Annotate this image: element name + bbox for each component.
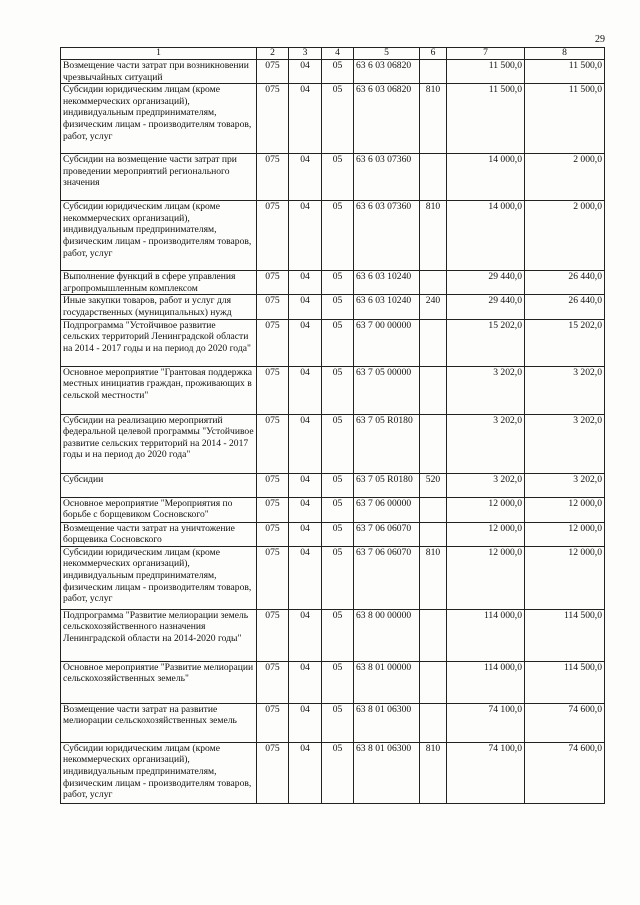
header-cell: 3 [289, 48, 322, 60]
section-cell: 04 [289, 271, 322, 295]
admin-code-cell: 075 [257, 319, 289, 366]
expense-type-cell [420, 60, 447, 84]
target-article-cell: 63 8 01 00000 [354, 661, 420, 703]
target-article-cell: 63 8 01 06300 [354, 742, 420, 803]
amount-2017-cell: 74 100,0 [447, 703, 525, 742]
target-article-cell: 63 8 01 06300 [354, 703, 420, 742]
amount-2018-cell: 12 000,0 [525, 522, 605, 546]
table-row [61, 414, 605, 473]
amount-2017-cell: 12 000,0 [447, 522, 525, 546]
subsection-cell: 05 [322, 295, 354, 319]
row-name-cell: Субсидии юридическим лицам (кроме некоммерческих организаций), индивидуальным предпринимателям, физическим лицам - производителям товаров, работ, услуг [61, 742, 257, 803]
admin-code-cell: 075 [257, 295, 289, 319]
admin-code-cell: 075 [257, 497, 289, 522]
amount-2018-cell: 11 500,0 [525, 60, 605, 84]
table-body [61, 60, 605, 804]
header-cell: 8 [525, 48, 605, 60]
table-row [61, 271, 605, 295]
expense-type-cell: 810 [420, 546, 447, 609]
expense-type-cell: 810 [420, 201, 447, 271]
expense-type-cell [420, 609, 447, 661]
amount-2018-cell: 3 202,0 [525, 414, 605, 473]
amount-2018-cell: 3 202,0 [525, 473, 605, 497]
subsection-cell: 05 [322, 60, 354, 84]
subsection-cell: 05 [322, 319, 354, 366]
amount-2018-cell: 74 600,0 [525, 703, 605, 742]
admin-code-cell: 075 [257, 414, 289, 473]
target-article-cell: 63 6 03 07360 [354, 154, 420, 201]
expense-type-cell: 810 [420, 742, 447, 803]
amount-2017-cell: 3 202,0 [447, 366, 525, 414]
target-article-cell: 63 8 00 00000 [354, 609, 420, 661]
amount-2017-cell: 11 500,0 [447, 60, 525, 84]
expense-type-cell [420, 661, 447, 703]
header-cell: 6 [420, 48, 447, 60]
row-name-cell: Иные закупки товаров, работ и услуг для государственных (муниципальных) нужд [61, 295, 257, 319]
amount-2017-cell: 15 202,0 [447, 319, 525, 366]
section-cell: 04 [289, 414, 322, 473]
target-article-cell: 63 7 05 R0180 [354, 473, 420, 497]
header-cell: 7 [447, 48, 525, 60]
expense-type-cell: 240 [420, 295, 447, 319]
header-row [61, 48, 605, 60]
expense-type-cell [420, 366, 447, 414]
expense-type-cell [420, 703, 447, 742]
target-article-cell: 63 7 05 R0180 [354, 414, 420, 473]
row-name-cell: Возмещение части затрат на развитие мелиорации сельскохозяйственных земель [61, 703, 257, 742]
expense-type-cell [420, 414, 447, 473]
subsection-cell: 05 [322, 271, 354, 295]
header-cell: 1 [61, 48, 257, 60]
target-article-cell: 63 7 06 06070 [354, 546, 420, 609]
table-row [61, 201, 605, 271]
amount-2017-cell: 114 000,0 [447, 661, 525, 703]
subsection-cell: 05 [322, 84, 354, 154]
amount-2018-cell: 26 440,0 [525, 271, 605, 295]
amount-2018-cell: 2 000,0 [525, 154, 605, 201]
subsection-cell: 05 [322, 703, 354, 742]
page-number: 29 [595, 34, 605, 45]
row-name-cell: Подпрограмма "Развитие мелиорации земель сельскохозяйственного назначения Ленинградской области на 2014-2020 годы" [61, 609, 257, 661]
row-name-cell: Субсидии юридическим лицам (кроме некоммерческих организаций), индивидуальным предпринимателям, физическим лицам - производителям товаров, работ, услуг [61, 546, 257, 609]
amount-2017-cell: 29 440,0 [447, 295, 525, 319]
subsection-cell: 05 [322, 609, 354, 661]
section-cell: 04 [289, 609, 322, 661]
amount-2017-cell: 12 000,0 [447, 497, 525, 522]
admin-code-cell: 075 [257, 522, 289, 546]
subsection-cell: 05 [322, 473, 354, 497]
section-cell: 04 [289, 60, 322, 84]
target-article-cell: 63 6 03 10240 [354, 271, 420, 295]
section-cell: 04 [289, 522, 322, 546]
table-row [61, 742, 605, 803]
subsection-cell: 05 [322, 742, 354, 803]
row-name-cell: Основное мероприятие "Развитие мелиорации сельскохозяйственных земель" [61, 661, 257, 703]
row-name-cell: Возмещение части затрат на уничтожение борщевика Сосновского [61, 522, 257, 546]
budget-table [60, 47, 605, 804]
admin-code-cell: 075 [257, 154, 289, 201]
admin-code-cell: 075 [257, 60, 289, 84]
amount-2017-cell: 74 100,0 [447, 742, 525, 803]
amount-2017-cell: 14 000,0 [447, 154, 525, 201]
expense-type-cell: 810 [420, 84, 447, 154]
admin-code-cell: 075 [257, 473, 289, 497]
amount-2018-cell: 114 500,0 [525, 661, 605, 703]
subsection-cell: 05 [322, 154, 354, 201]
target-article-cell: 63 7 06 00000 [354, 497, 420, 522]
table-row [61, 703, 605, 742]
admin-code-cell: 075 [257, 609, 289, 661]
amount-2018-cell: 114 500,0 [525, 609, 605, 661]
table-row [61, 319, 605, 366]
subsection-cell: 05 [322, 661, 354, 703]
amount-2017-cell: 29 440,0 [447, 271, 525, 295]
amount-2017-cell: 114 000,0 [447, 609, 525, 661]
admin-code-cell: 075 [257, 703, 289, 742]
table-row [61, 522, 605, 546]
section-cell: 04 [289, 84, 322, 154]
target-article-cell: 63 6 03 06820 [354, 60, 420, 84]
section-cell: 04 [289, 661, 322, 703]
amount-2018-cell: 12 000,0 [525, 497, 605, 522]
row-name-cell: Подпрограмма "Устойчивое развитие сельских территорий Ленинградской области на 2014 - 2017 годы и на период до 2020 года" [61, 319, 257, 366]
row-name-cell: Основное мероприятие "Мероприятия по борьбе с борщевиком Сосновского" [61, 497, 257, 522]
row-name-cell: Субсидии на реализацию мероприятий федеральной целевой программы "Устойчивое развитие сельских территорий на 2014 - 2017 годы и на период до 2020 года" [61, 414, 257, 473]
section-cell: 04 [289, 154, 322, 201]
header-cell: 4 [322, 48, 354, 60]
amount-2018-cell: 26 440,0 [525, 295, 605, 319]
target-article-cell: 63 6 03 07360 [354, 201, 420, 271]
row-name-cell: Основное мероприятие "Грантовая поддержка местных инициатив граждан, проживающих в сельской местности" [61, 366, 257, 414]
amount-2017-cell: 11 500,0 [447, 84, 525, 154]
table-row [61, 473, 605, 497]
section-cell: 04 [289, 742, 322, 803]
target-article-cell: 63 7 06 06070 [354, 522, 420, 546]
row-name-cell: Субсидии [61, 473, 257, 497]
target-article-cell: 63 7 05 00000 [354, 366, 420, 414]
subsection-cell: 05 [322, 201, 354, 271]
expense-type-cell [420, 319, 447, 366]
amount-2018-cell: 2 000,0 [525, 201, 605, 271]
section-cell: 04 [289, 201, 322, 271]
table-row [61, 609, 605, 661]
admin-code-cell: 075 [257, 84, 289, 154]
table-row [61, 295, 605, 319]
amount-2018-cell: 3 202,0 [525, 366, 605, 414]
section-cell: 04 [289, 497, 322, 522]
table-row [61, 366, 605, 414]
subsection-cell: 05 [322, 522, 354, 546]
row-name-cell: Субсидии юридическим лицам (кроме некоммерческих организаций), индивидуальным предпринимателям, физическим лицам - производителям товаров, работ, услуг [61, 201, 257, 271]
admin-code-cell: 075 [257, 742, 289, 803]
expense-type-cell [420, 522, 447, 546]
section-cell: 04 [289, 546, 322, 609]
section-cell: 04 [289, 319, 322, 366]
admin-code-cell: 075 [257, 366, 289, 414]
subsection-cell: 05 [322, 497, 354, 522]
amount-2018-cell: 12 000,0 [525, 546, 605, 609]
admin-code-cell: 075 [257, 201, 289, 271]
table-row [61, 154, 605, 201]
subsection-cell: 05 [322, 366, 354, 414]
expense-type-cell: 520 [420, 473, 447, 497]
section-cell: 04 [289, 366, 322, 414]
section-cell: 04 [289, 295, 322, 319]
amount-2018-cell: 11 500,0 [525, 84, 605, 154]
target-article-cell: 63 7 00 00000 [354, 319, 420, 366]
admin-code-cell: 075 [257, 271, 289, 295]
row-name-cell: Субсидии на возмещение части затрат при проведении мероприятий регионального значения [61, 154, 257, 201]
table-row [61, 84, 605, 154]
section-cell: 04 [289, 473, 322, 497]
subsection-cell: 05 [322, 546, 354, 609]
table-row [61, 546, 605, 609]
row-name-cell: Субсидии юридическим лицам (кроме некоммерческих организаций), индивидуальным предпринимателям, физическим лицам - производителям товаров, работ, услуг [61, 84, 257, 154]
table-row [61, 60, 605, 84]
amount-2018-cell: 15 202,0 [525, 319, 605, 366]
expense-type-cell [420, 154, 447, 201]
amount-2017-cell: 14 000,0 [447, 201, 525, 271]
amount-2017-cell: 12 000,0 [447, 546, 525, 609]
header-cell: 2 [257, 48, 289, 60]
admin-code-cell: 075 [257, 661, 289, 703]
expense-type-cell [420, 497, 447, 522]
table-row [61, 661, 605, 703]
header-cell: 5 [354, 48, 420, 60]
admin-code-cell: 075 [257, 546, 289, 609]
amount-2018-cell: 74 600,0 [525, 742, 605, 803]
row-name-cell: Выполнение функций в сфере управления агропромышленным комплексом [61, 271, 257, 295]
target-article-cell: 63 6 03 10240 [354, 295, 420, 319]
table-row [61, 497, 605, 522]
row-name-cell: Возмещение части затрат при возникновении чрезвычайных ситуаций [61, 60, 257, 84]
amount-2017-cell: 3 202,0 [447, 473, 525, 497]
section-cell: 04 [289, 703, 322, 742]
amount-2017-cell: 3 202,0 [447, 414, 525, 473]
expense-type-cell [420, 271, 447, 295]
subsection-cell: 05 [322, 414, 354, 473]
target-article-cell: 63 6 03 06820 [354, 84, 420, 154]
